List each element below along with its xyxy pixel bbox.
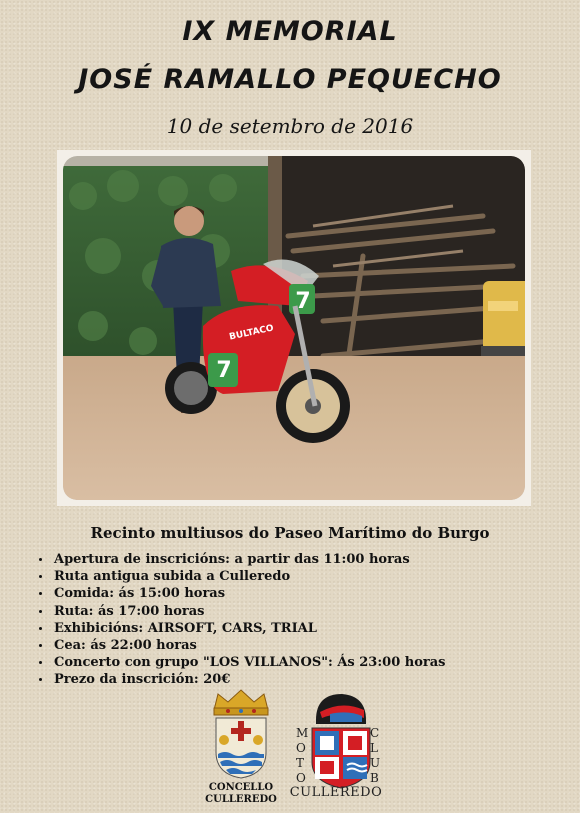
club-letter-t: T	[296, 756, 305, 770]
concello-line1: CONCELLO	[208, 782, 274, 793]
number-plate-side: 7	[216, 358, 232, 383]
motorcycle-photo	[63, 156, 525, 500]
list-item: Apertura de inscricións: a partir das 11:00 horas	[36, 551, 445, 568]
concello-line2: CULLEREDO	[205, 794, 277, 805]
list-item: Comida: ás 15:00 horas	[36, 585, 445, 602]
club-letter-u: U	[370, 756, 381, 770]
coat-of-arms-icon	[200, 688, 282, 780]
list-item: Prezo da inscrición: 20€	[36, 671, 445, 688]
event-schedule	[36, 551, 445, 689]
club-city-label: CULLEREDO	[289, 785, 383, 800]
list-item: Ruta antigua subida a Culleredo	[36, 568, 445, 585]
club-letter-l: L	[370, 741, 378, 755]
event-title: IX MEMORIAL	[182, 16, 398, 47]
number-plate-front: 7	[295, 289, 311, 314]
list-item: Concerto con grupo "LOS VILLANOS": Ás 23:00 horas	[36, 654, 445, 671]
club-letter-m: M	[296, 726, 309, 740]
list-item: Ruta: ás 17:00 horas	[36, 603, 445, 620]
event-honoree: JOSÉ RAMALLO PEQUECHO	[78, 64, 502, 95]
bike-brand-label: BULTACO	[228, 323, 275, 343]
list-item: Exhibicións: AIRSOFT, CARS, TRIAL	[36, 620, 445, 637]
event-date: 10 de setembro de 2016	[166, 114, 414, 138]
vintage-photo	[57, 150, 531, 506]
club-letter-b: B	[370, 771, 379, 785]
venue-name: Recinto multiusos do Paseo Marítimo do Burgo	[90, 524, 490, 542]
club-letter-c: C	[370, 726, 380, 740]
list-item: Cea: ás 22:00 horas	[36, 637, 445, 654]
club-letter-o: O	[296, 741, 306, 755]
concello-logo	[200, 688, 282, 784]
concello-label	[190, 782, 292, 806]
club-letter-o2: O	[296, 771, 306, 785]
